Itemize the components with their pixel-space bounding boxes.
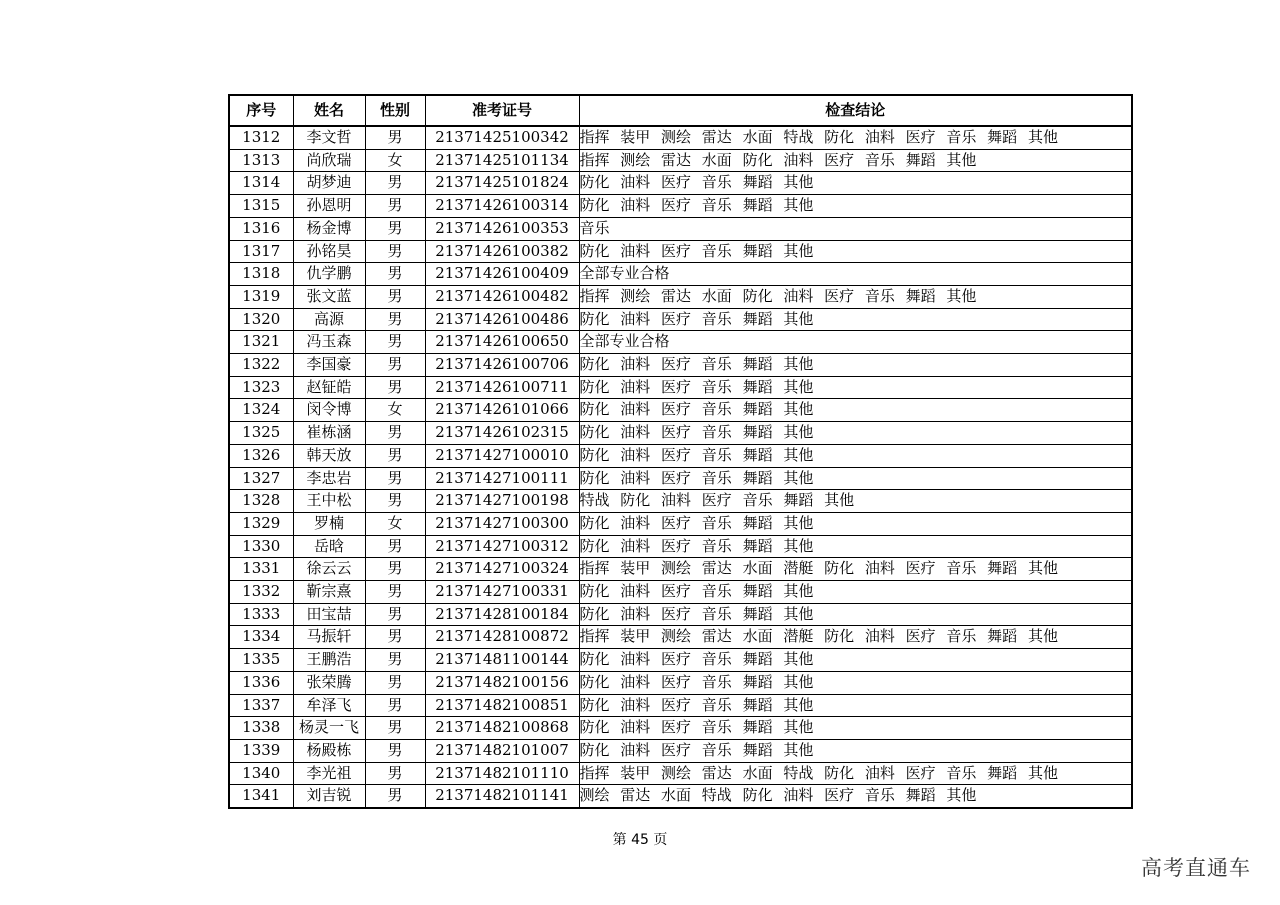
cell-result: 指挥 装甲 测绘 雷达 水面 潜艇 防化 油料 医疗 音乐 舞蹈 其他 xyxy=(579,558,1132,581)
header-result: 检查结论 xyxy=(579,95,1132,126)
cell-seq: 1341 xyxy=(229,785,293,808)
cell-exam-id: 21371427100010 xyxy=(425,444,579,467)
cell-seq: 1339 xyxy=(229,739,293,762)
results-table xyxy=(228,94,1133,809)
cell-seq: 1325 xyxy=(229,422,293,445)
table-row xyxy=(229,512,1132,535)
header-row xyxy=(229,95,1132,126)
cell-name: 王鹏浩 xyxy=(293,649,365,672)
cell-name: 牟泽飞 xyxy=(293,694,365,717)
cell-seq: 1324 xyxy=(229,399,293,422)
cell-exam-id: 21371426100486 xyxy=(425,308,579,331)
table-row xyxy=(229,217,1132,240)
cell-gender: 男 xyxy=(365,422,425,445)
cell-seq: 1315 xyxy=(229,195,293,218)
cell-name: 李光祖 xyxy=(293,762,365,785)
cell-exam-id: 21371427100312 xyxy=(425,535,579,558)
table-row xyxy=(229,785,1132,808)
cell-gender: 男 xyxy=(365,263,425,286)
table-row xyxy=(229,126,1132,149)
cell-name: 崔栋涵 xyxy=(293,422,365,445)
cell-gender: 男 xyxy=(365,172,425,195)
cell-result: 防化 油料 医疗 音乐 舞蹈 其他 xyxy=(579,671,1132,694)
table-row xyxy=(229,762,1132,785)
cell-result: 防化 油料 医疗 音乐 舞蹈 其他 xyxy=(579,172,1132,195)
cell-exam-id: 21371427100324 xyxy=(425,558,579,581)
cell-exam-id: 21371426100314 xyxy=(425,195,579,218)
table-row xyxy=(229,172,1132,195)
table-body xyxy=(229,126,1132,808)
cell-seq: 1323 xyxy=(229,376,293,399)
cell-seq: 1332 xyxy=(229,581,293,604)
cell-exam-id: 21371481100144 xyxy=(425,649,579,672)
cell-exam-id: 21371426100650 xyxy=(425,331,579,354)
cell-name: 闵令博 xyxy=(293,399,365,422)
cell-result: 防化 油料 医疗 音乐 舞蹈 其他 xyxy=(579,467,1132,490)
table-row xyxy=(229,149,1132,172)
cell-result: 指挥 测绘 雷达 水面 防化 油料 医疗 音乐 舞蹈 其他 xyxy=(579,149,1132,172)
cell-seq: 1336 xyxy=(229,671,293,694)
cell-gender: 男 xyxy=(365,603,425,626)
cell-gender: 男 xyxy=(365,739,425,762)
cell-exam-id: 21371425101134 xyxy=(425,149,579,172)
cell-seq: 1319 xyxy=(229,285,293,308)
cell-exam-id: 21371482100868 xyxy=(425,717,579,740)
cell-gender: 男 xyxy=(365,217,425,240)
cell-gender: 男 xyxy=(365,331,425,354)
cell-exam-id: 21371482100156 xyxy=(425,671,579,694)
table-row xyxy=(229,467,1132,490)
cell-name: 张文蓝 xyxy=(293,285,365,308)
cell-result: 防化 油料 医疗 音乐 舞蹈 其他 xyxy=(579,354,1132,377)
cell-exam-id: 21371482101141 xyxy=(425,785,579,808)
cell-exam-id: 21371426100353 xyxy=(425,217,579,240)
cell-result: 防化 油料 医疗 音乐 舞蹈 其他 xyxy=(579,399,1132,422)
cell-seq: 1340 xyxy=(229,762,293,785)
table-row xyxy=(229,285,1132,308)
cell-exam-id: 21371426100482 xyxy=(425,285,579,308)
table-row xyxy=(229,399,1132,422)
cell-name: 刘吉锐 xyxy=(293,785,365,808)
cell-name: 尚欣瑞 xyxy=(293,149,365,172)
cell-result: 防化 油料 医疗 音乐 舞蹈 其他 xyxy=(579,694,1132,717)
cell-seq: 1312 xyxy=(229,126,293,149)
table-row xyxy=(229,626,1132,649)
table-row xyxy=(229,331,1132,354)
cell-gender: 男 xyxy=(365,285,425,308)
cell-result: 防化 油料 医疗 音乐 舞蹈 其他 xyxy=(579,535,1132,558)
cell-seq: 1320 xyxy=(229,308,293,331)
cell-seq: 1333 xyxy=(229,603,293,626)
cell-exam-id: 21371482101110 xyxy=(425,762,579,785)
cell-gender: 男 xyxy=(365,444,425,467)
cell-result: 防化 油料 医疗 音乐 舞蹈 其他 xyxy=(579,717,1132,740)
cell-name: 李忠岩 xyxy=(293,467,365,490)
cell-name: 孙铭昊 xyxy=(293,240,365,263)
header-gender: 性别 xyxy=(365,95,425,126)
table-header xyxy=(229,95,1132,126)
cell-result: 全部专业合格 xyxy=(579,331,1132,354)
cell-name: 马振轩 xyxy=(293,626,365,649)
table-row xyxy=(229,444,1132,467)
cell-exam-id: 21371427100111 xyxy=(425,467,579,490)
cell-gender: 男 xyxy=(365,354,425,377)
cell-exam-id: 21371426100711 xyxy=(425,376,579,399)
cell-result: 测绘 雷达 水面 特战 防化 油料 医疗 音乐 舞蹈 其他 xyxy=(579,785,1132,808)
table-row xyxy=(229,558,1132,581)
table-row xyxy=(229,422,1132,445)
table-row xyxy=(229,535,1132,558)
cell-seq: 1329 xyxy=(229,512,293,535)
cell-name: 杨金博 xyxy=(293,217,365,240)
cell-exam-id: 21371428100872 xyxy=(425,626,579,649)
cell-seq: 1321 xyxy=(229,331,293,354)
cell-result: 防化 油料 医疗 音乐 舞蹈 其他 xyxy=(579,603,1132,626)
cell-seq: 1338 xyxy=(229,717,293,740)
cell-exam-id: 21371427100300 xyxy=(425,512,579,535)
cell-result: 全部专业合格 xyxy=(579,263,1132,286)
table-row xyxy=(229,603,1132,626)
cell-name: 田宝喆 xyxy=(293,603,365,626)
cell-name: 张荣腾 xyxy=(293,671,365,694)
cell-gender: 男 xyxy=(365,376,425,399)
cell-exam-id: 21371425100342 xyxy=(425,126,579,149)
cell-seq: 1313 xyxy=(229,149,293,172)
header-name: 姓名 xyxy=(293,95,365,126)
cell-name: 仇学鹏 xyxy=(293,263,365,286)
cell-name: 韩天放 xyxy=(293,444,365,467)
cell-seq: 1337 xyxy=(229,694,293,717)
cell-gender: 男 xyxy=(365,240,425,263)
cell-gender: 女 xyxy=(365,399,425,422)
cell-gender: 男 xyxy=(365,195,425,218)
cell-seq: 1326 xyxy=(229,444,293,467)
cell-gender: 男 xyxy=(365,581,425,604)
cell-result: 防化 油料 医疗 音乐 舞蹈 其他 xyxy=(579,240,1132,263)
cell-result: 防化 油料 医疗 音乐 舞蹈 其他 xyxy=(579,649,1132,672)
cell-exam-id: 21371428100184 xyxy=(425,603,579,626)
cell-exam-id: 21371482100851 xyxy=(425,694,579,717)
cell-gender: 男 xyxy=(365,626,425,649)
cell-name: 冯玉森 xyxy=(293,331,365,354)
cell-result: 指挥 测绘 雷达 水面 防化 油料 医疗 音乐 舞蹈 其他 xyxy=(579,285,1132,308)
cell-exam-id: 21371482101007 xyxy=(425,739,579,762)
table-row xyxy=(229,354,1132,377)
cell-name: 岳晗 xyxy=(293,535,365,558)
cell-seq: 1316 xyxy=(229,217,293,240)
cell-seq: 1322 xyxy=(229,354,293,377)
cell-result: 指挥 装甲 测绘 雷达 水面 特战 防化 油料 医疗 音乐 舞蹈 其他 xyxy=(579,126,1132,149)
cell-name: 李文哲 xyxy=(293,126,365,149)
table-row xyxy=(229,240,1132,263)
cell-gender: 男 xyxy=(365,126,425,149)
cell-seq: 1328 xyxy=(229,490,293,513)
table-row xyxy=(229,490,1132,513)
watermark: 高考直通车 xyxy=(1141,856,1251,880)
cell-result: 防化 油料 医疗 音乐 舞蹈 其他 xyxy=(579,376,1132,399)
cell-exam-id: 21371427100331 xyxy=(425,581,579,604)
cell-seq: 1335 xyxy=(229,649,293,672)
cell-result: 指挥 装甲 测绘 雷达 水面 潜艇 防化 油料 医疗 音乐 舞蹈 其他 xyxy=(579,626,1132,649)
cell-result: 防化 油料 医疗 音乐 舞蹈 其他 xyxy=(579,512,1132,535)
cell-name: 孙恩明 xyxy=(293,195,365,218)
cell-gender: 男 xyxy=(365,649,425,672)
cell-result: 音乐 xyxy=(579,217,1132,240)
cell-name: 徐云云 xyxy=(293,558,365,581)
cell-gender: 男 xyxy=(365,762,425,785)
cell-seq: 1330 xyxy=(229,535,293,558)
header-exam-id: 准考证号 xyxy=(425,95,579,126)
cell-name: 赵钲皓 xyxy=(293,376,365,399)
table-row xyxy=(229,263,1132,286)
cell-gender: 男 xyxy=(365,535,425,558)
cell-exam-id: 21371425101824 xyxy=(425,172,579,195)
table-row xyxy=(229,671,1132,694)
cell-seq: 1318 xyxy=(229,263,293,286)
cell-name: 胡梦迪 xyxy=(293,172,365,195)
cell-result: 防化 油料 医疗 音乐 舞蹈 其他 xyxy=(579,195,1132,218)
table-row xyxy=(229,649,1132,672)
cell-result: 防化 油料 医疗 音乐 舞蹈 其他 xyxy=(579,308,1132,331)
cell-result: 特战 防化 油料 医疗 音乐 舞蹈 其他 xyxy=(579,490,1132,513)
cell-gender: 男 xyxy=(365,308,425,331)
table-row xyxy=(229,195,1132,218)
cell-seq: 1314 xyxy=(229,172,293,195)
cell-name: 杨殿栋 xyxy=(293,739,365,762)
header-seq: 序号 xyxy=(229,95,293,126)
cell-exam-id: 21371427100198 xyxy=(425,490,579,513)
cell-exam-id: 21371426101066 xyxy=(425,399,579,422)
cell-result: 防化 油料 医疗 音乐 舞蹈 其他 xyxy=(579,581,1132,604)
cell-name: 靳宗熹 xyxy=(293,581,365,604)
cell-exam-id: 21371426100409 xyxy=(425,263,579,286)
cell-seq: 1327 xyxy=(229,467,293,490)
cell-name: 高源 xyxy=(293,308,365,331)
cell-seq: 1317 xyxy=(229,240,293,263)
cell-gender: 男 xyxy=(365,467,425,490)
page-number: 第 45 页 xyxy=(612,832,668,848)
table-row xyxy=(229,581,1132,604)
cell-seq: 1331 xyxy=(229,558,293,581)
cell-name: 王中松 xyxy=(293,490,365,513)
cell-name: 杨灵一飞 xyxy=(293,717,365,740)
cell-name: 罗楠 xyxy=(293,512,365,535)
cell-result: 防化 油料 医疗 音乐 舞蹈 其他 xyxy=(579,422,1132,445)
cell-gender: 男 xyxy=(365,490,425,513)
cell-gender: 男 xyxy=(365,785,425,808)
cell-exam-id: 21371426100706 xyxy=(425,354,579,377)
cell-gender: 男 xyxy=(365,694,425,717)
cell-gender: 女 xyxy=(365,149,425,172)
cell-exam-id: 21371426100382 xyxy=(425,240,579,263)
cell-result: 防化 油料 医疗 音乐 舞蹈 其他 xyxy=(579,444,1132,467)
cell-result: 防化 油料 医疗 音乐 舞蹈 其他 xyxy=(579,739,1132,762)
cell-name: 李国豪 xyxy=(293,354,365,377)
cell-exam-id: 21371426102315 xyxy=(425,422,579,445)
cell-gender: 男 xyxy=(365,717,425,740)
cell-gender: 女 xyxy=(365,512,425,535)
table-row xyxy=(229,694,1132,717)
cell-result: 指挥 装甲 测绘 雷达 水面 特战 防化 油料 医疗 音乐 舞蹈 其他 xyxy=(579,762,1132,785)
cell-gender: 男 xyxy=(365,671,425,694)
table-row xyxy=(229,717,1132,740)
cell-gender: 男 xyxy=(365,558,425,581)
table-row xyxy=(229,739,1132,762)
table-row xyxy=(229,308,1132,331)
cell-seq: 1334 xyxy=(229,626,293,649)
table-row xyxy=(229,376,1132,399)
